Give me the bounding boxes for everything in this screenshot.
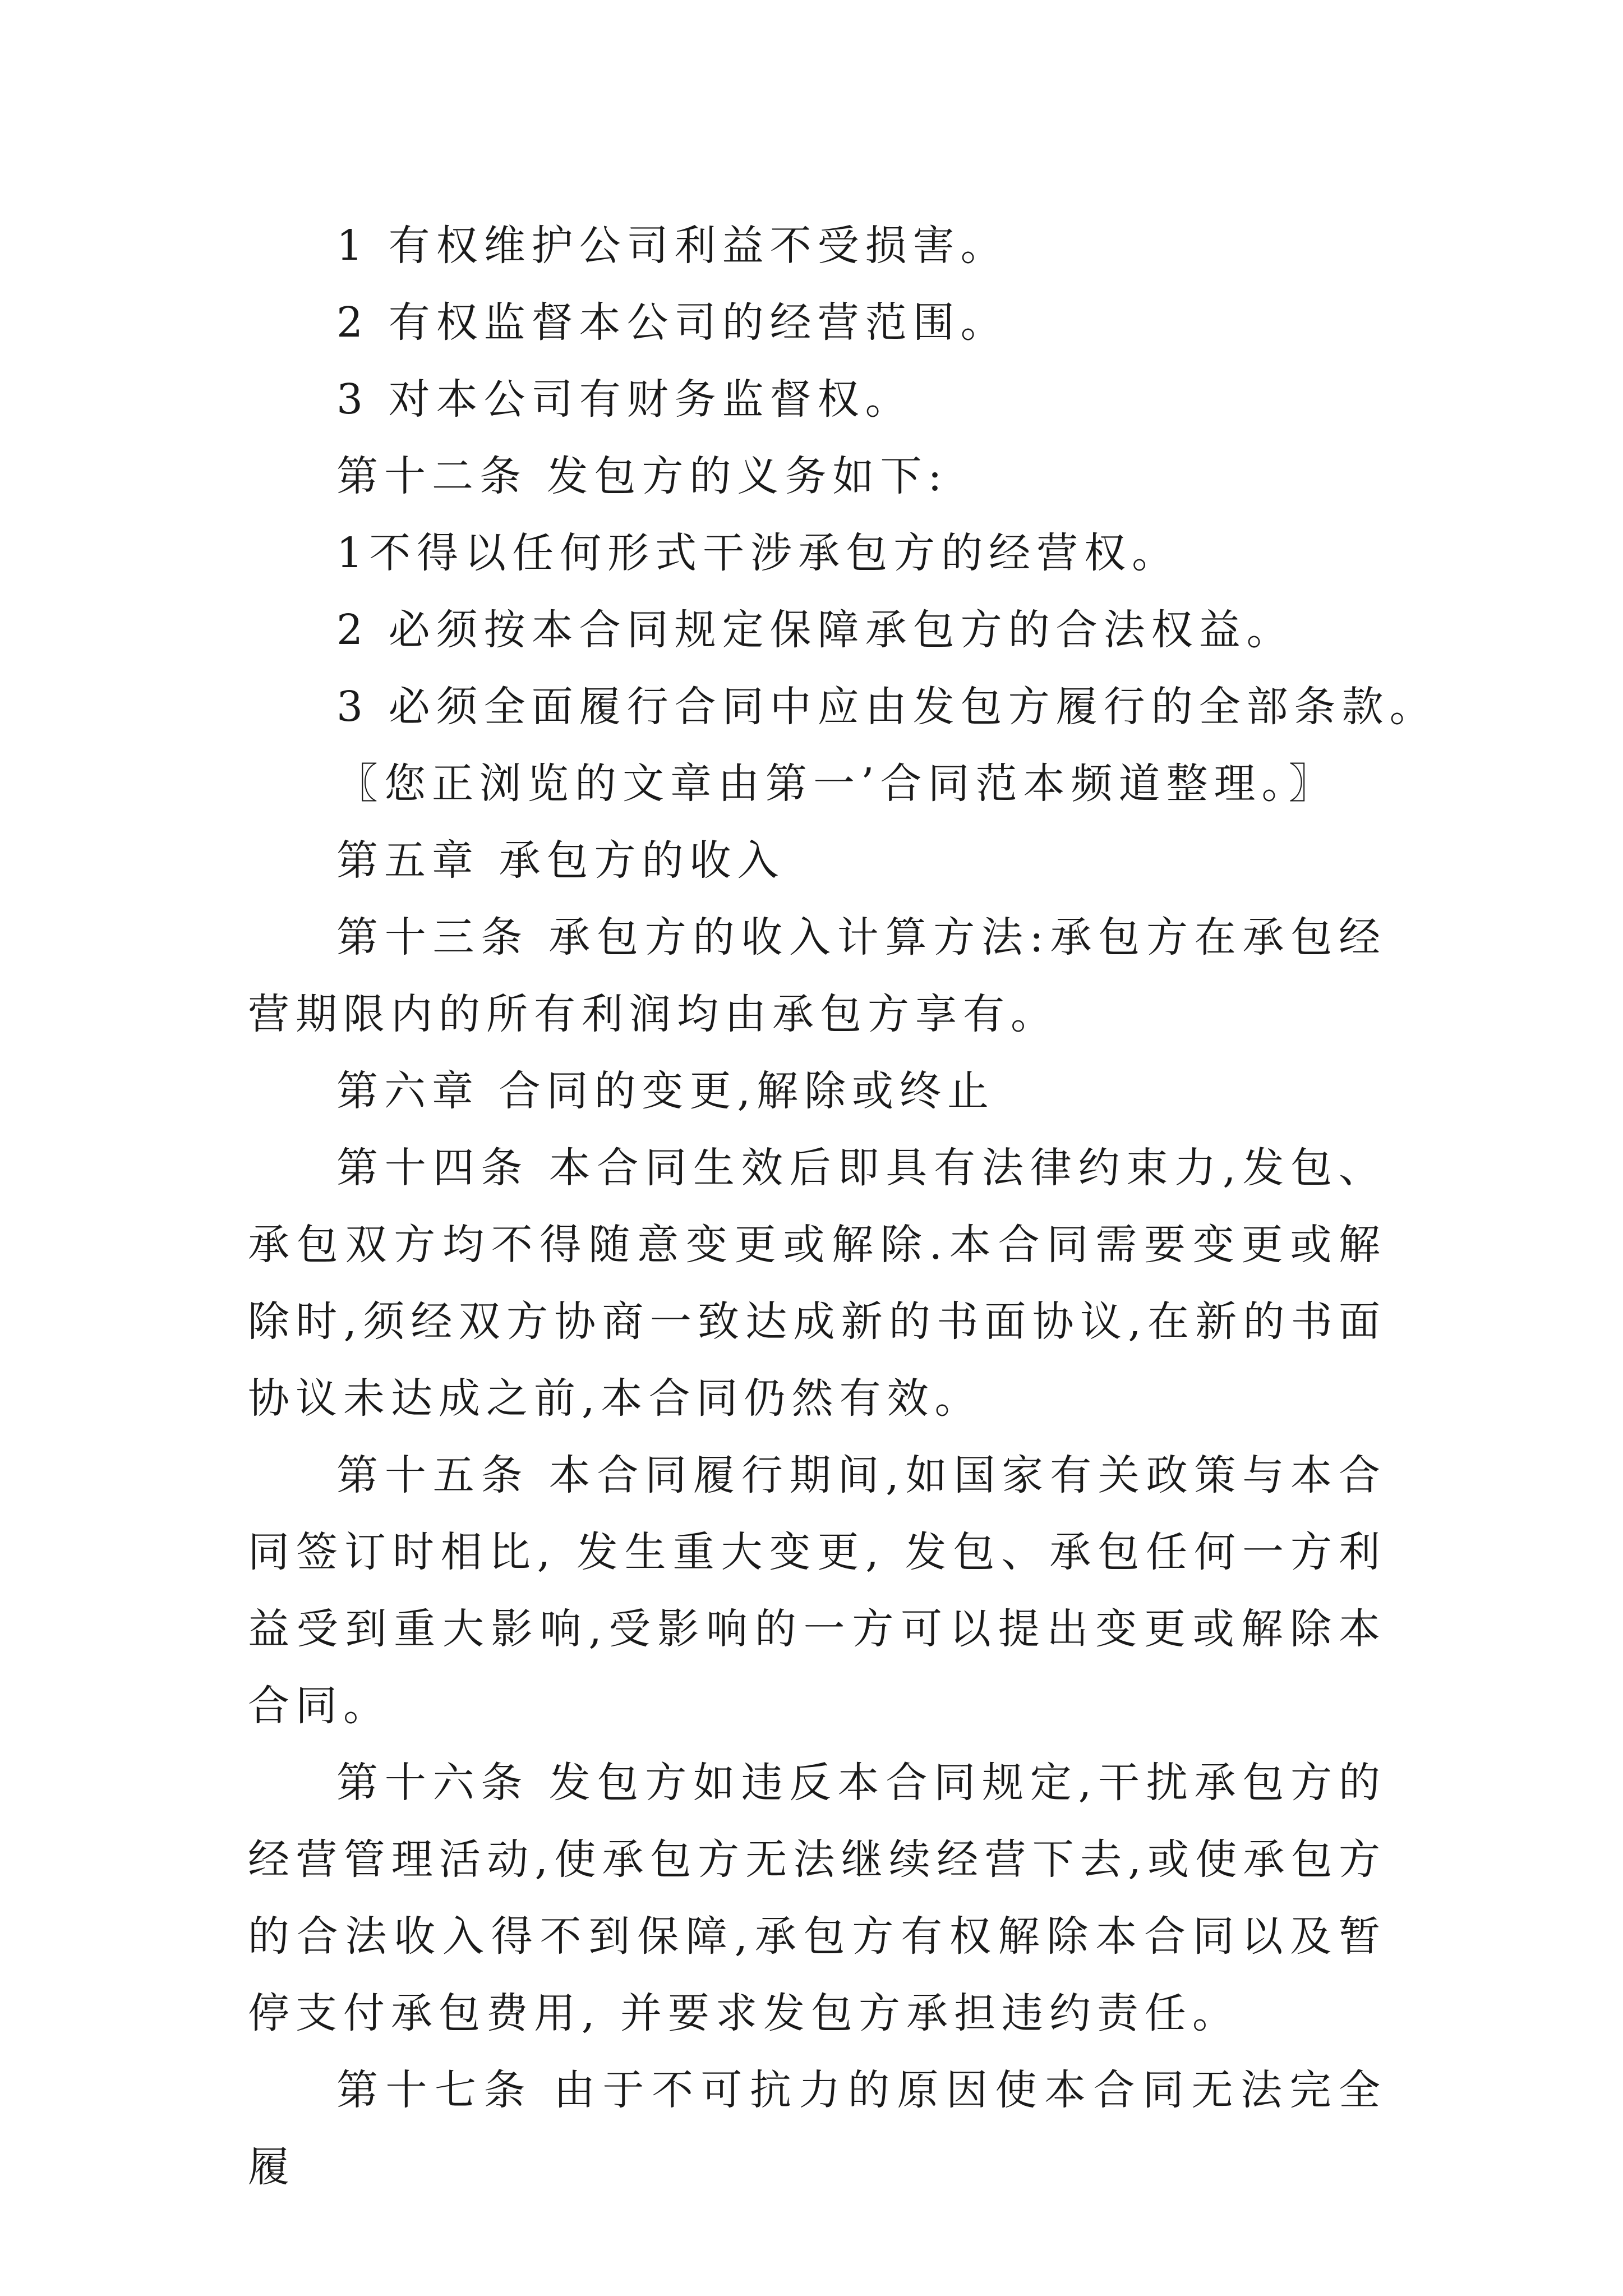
clause-right-3: 3 对本公司有财务监督权。 [336, 375, 913, 424]
obligation-1: 1不得以任何形式干涉承包方的经营权。 [336, 529, 1180, 577]
obligation-2: 2 必须按本合同规定保障承包方的合法权益。 [336, 606, 1294, 654]
article-13: 第十三条 承包方的收入计算方法:承包方在承包经营期限内的所有利润均由承包方享有。 [248, 913, 1386, 1038]
article-14: 第十四条 本合同生效后即具有法律约束力,发包、承包双方均不得随意变更或解除.本合同需要变更或解除时,须经双方协商一致达成新的书面协议,在新的书面协议未达成之前,本合同仍然有效。 [248, 1144, 1386, 1423]
chapter-5-heading: 第五章 承包方的收入 [336, 836, 785, 885]
article-12-heading: 第十二条 发包方的义务如下: [336, 452, 948, 500]
chapter-6-heading: 第六章 合同的变更,解除或终止 [336, 1067, 995, 1115]
clause-right-2: 2 有权监督本公司的经营范围。 [336, 298, 1008, 347]
source-note: 〖您正浏览的文章由第一’合同范本频道整理。〗 [336, 760, 1336, 808]
article-17: 第十七条 由于不可抗力的原因使本合同无法完全履 [248, 2066, 1386, 2191]
document-body [248, 208, 1437, 2206]
article-16: 第十六条 发包方如违反本合同规定,干扰承包方的经营管理活动,使承包方无法继续经营下去,或使承包方的合法收入得不到保障,承包方有权解除本合同以及暂停支付承包费用, 并要求发包方承担违约责任。 [248, 1759, 1386, 2037]
obligation-3: 3 必须全面履行合同中应由发包方履行的全部条款。 [336, 683, 1437, 731]
article-15: 第十五条 本合同履行期间,如国家有关政策与本合同签订时相比, 发生重大变更, 发包、承包任何一方利益受到重大影响,受影响的一方可以提出变更或解除本合同。 [248, 1451, 1386, 1730]
clause-right-1: 1 有权维护公司利益不受损害。 [336, 222, 1008, 270]
